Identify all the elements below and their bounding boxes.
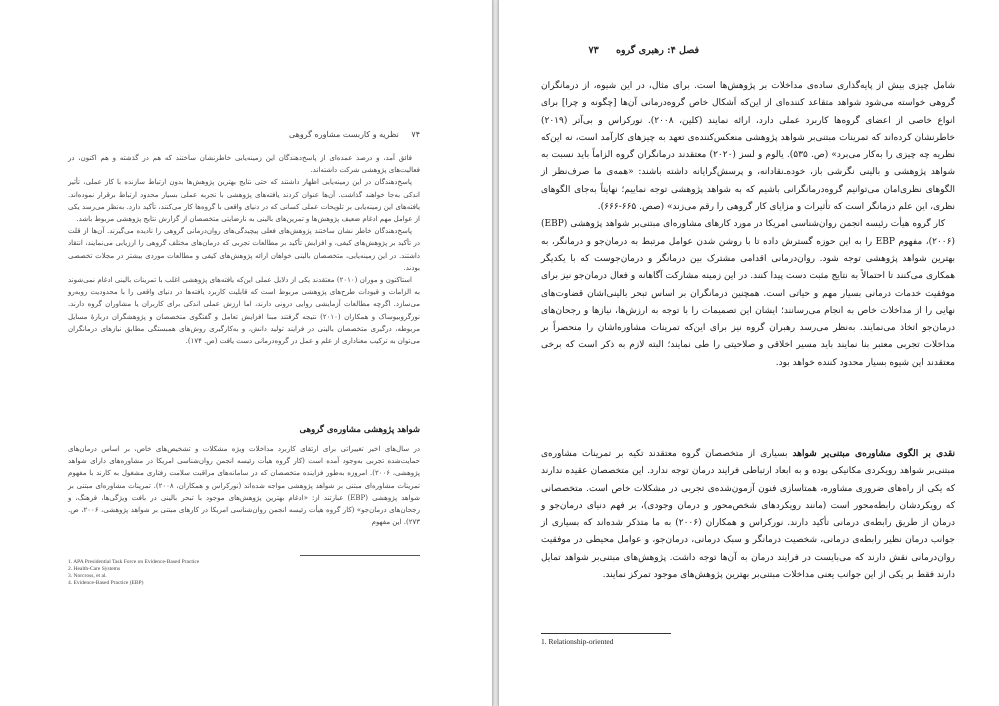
running-title: فصل ۴: رهبری گروه — [616, 45, 699, 56]
paragraph: استاکتون و موران (۲۰۱۰) معتقدند یکی از دلایل عملی این‌که یافته‌های پژوهشی اغلب با تمرینات بالینی ادغام نمی‌شوند به الزامات و قیودات طرح‌های پژوهشی مربوط است که قابلیت کاربرد یافته‌ها در دنیای واقعی را با محدودیت روبه‌رو می‌سازد. اگرچه مطالعات آزمایشی روایی درونی دارند، اما ارزش عملی اندکی برای کاربران یا مشاوران گروه دارند. نورگروبیوساک و همکاران (۲۰۱۰) نتیجه گرفتند مبنا افزایش تعامل و گفتگوی متخصصان و پژوهشگران دربارهٔ مسایل مربوطه، درگیری متخصصان بالینی در فرایند تولید دانش، و به‌کارگیری روش‌های همبستگی مطابق نیازهای درمانگران می‌توان به ترکیب معناداری از علم و عمل در گروه‌درمانی دست یافت (ص. ۱۷۴). — [68, 276, 420, 346]
page-number: ۷۳ — [588, 45, 599, 56]
paragraph: پاسخ‌دهندگان خاطر نشان ساختند پژوهش‌های فعلی پیچیدگی‌های روان‌درمانی گروهی را نادیده می‌گیرند. آن‌ها از قلت در تأکید بر پژوهش‌های کیفی، و افزایش تأکید بر مطالعات تجربی که درمان‌های مختلف گروهی را ارزیابی می‌نمایند، انتقاد داشتند. در این زمینه‌یابی، متخصصان بالینی خواهان ارائه پژوهش‌های کیفی و مطالعات موردی بیشتر در مجلات تخصصی بودند. — [68, 227, 420, 272]
footnote: 2. Health-Care Systems — [68, 566, 121, 572]
footnote-rule — [300, 555, 420, 556]
section-heading: نقدی بر الگوی مشاوره‌ی مبتنی‌بر شواهد — [792, 449, 955, 459]
section-text: بسیاری از متخصصان گروه معتقدند تکیه بر تمرینات مشاوره‌ی مبتنی‌بر شواهد رویکردی مکانیکی بوده و به ابعاد ارتباطی فرایند درمان توجه ندارد. این متخصصان عقیده ندارند که یکی از راه‌های ضروری مشاوره، همتاسازی فنون آزمون‌شده‌ی تجربی در مشکلات خاص است. متخصصانی که رویکردشان رابطه‌محور است (مانند رویکردهای شخص‌محور و درمان وجودی)، بر فهم دنیای درمان‌جو و درمان از طریق رابطه‌ی درمانی تأکید دارند. نورکراس و همکاران (۲۰۰۶) به ما متذکر شده‌اند که بسیاری از جوانب درمان نظیر رابطه‌ی درمانی، شخصیت درمانگر و سبک درمانی، درمان‌جو، و عوامل محیطی در موفقیت روان‌درمانی نقش دارند که می‌بایست در فرایند درمان به آن‌ها توجه داشت. پژوهش‌های مبتنی‌بر شواهد تمایل دارند فقط بر یکی از این جوانب یعنی مداخلات مبتنی‌بر بهترین پژوهش‌های موجود تمرکز نمایند. — [541, 449, 955, 581]
paragraph: پاسخ‌دهندگان در این زمینه‌یابی اظهار داشتند که حتی نتایج بهترین پژوهش‌ها بدون ارتباط سازنده با کار عملی، تأثیر اندکی به‌جا خواهند گذاشت. آن‌ها عنوان کردند یافته‌های پژوهشی با تجربه عملی بسیار محدود ارتباط برقرار نموده‌اند. یافته‌های این زمینه‌یابی بر تلویحات عملی کسانی که در دنیای واقعی با گروه‌ها کار می‌کنند، تأکید دارد. به‌نظر می‌رسد یکی از عوامل مهم ادغام ضعیف پژوهش‌ها و تمرین‌های بالینی به نارضایتی متخصصان از گزارش نتایج پژوهشی مربوط باشد. — [68, 178, 420, 224]
paragraph: شامل چیزی بیش از پایه‌گذاری ساده‌ی مداخلات بر پژوهش‌ها است. برای مثال، در این شیوه، از درمانگران گروهی خواسته می‌شود شواهد متقاعد کننده‌ای از این‌که اَشکال خاص گروه‌درمانی آن‌ها [چگونه و چرا] برای انواع خاصی از اعضای گروه‌ها کاربرد عملی دارد، ارائه نمایند (کلین، ۲۰۰۸). نورکراس و بی‌آتر (۲۰۱۹) خاطرنشان کرده‌اند که تمرینات مبتنی‌بر شواهد پژوهشی منعکس‌کننده‌ی تعهد به چیزهای کارآمد است، نه این‌که نظریه چه چیزی را به‌کار می‌برد» (ص. ۵۳۵). یالوم و لسز (۲۰۲۰) معتقدند درمانگران گروه الزاماً باید نسبت به شواهد پژوهشی و بالینی نگرشی باز، خوده‌ـ‌نقادانه، و پرسش‌گرایانه داشته باشند: «همه‌ی ما صرف‌نظر از الگوهای نظری‌امان می‌توانیم گروه‌درمانگرانی باشیم که به شواهد پژوهشی توجه نماییم؛ نهایتاً به‌جای الگوهای نظری، این علم درمانگر است که تأثیرات و مزایای کار گروهی را رقم می‌زند» (صص. ۶۶۵-۶۶۶). — [541, 81, 956, 213]
body-text — [541, 78, 955, 372]
footnotes — [68, 559, 420, 587]
page-number: ۷۴ — [411, 130, 420, 139]
page-header — [539, 45, 699, 56]
left-page — [0, 0, 493, 706]
footnote: 1. APA Presidential Task Force on Evidence-Based Practice — [68, 559, 200, 565]
running-title: نظریه و کاربست مشاوره گروهی — [289, 130, 399, 139]
section-paragraph — [541, 446, 955, 584]
footnote: 1. Relationship-oriented — [541, 637, 614, 646]
right-page — [498, 0, 999, 706]
section-paragraph: در سال‌های اخیر تغییراتی برای ارتقای کاربرد مداخلات ویژه مشکلات و تشخیص‌های خاص، بر اساس درمان‌های حمایت‌شده تجربی به‌وجود آمده است (کار گروه هیأت رئیسه انجمن روان‌شناسی امریکا در مشاوره‌های دارای شواهد پژوهشی، ۲۰۰۶). امروزه به‌طور فزاینده متخصصان که در سامانه‌های مراقبت سلامت رفتاری مشغول به کارند با مفهوم تمرینات مشاوره‌ای مبتنی بر شواهد پژوهشی مواجه شده‌اند (نورکراس و همکاران، ۲۰۰۸). تمرینات مشاوره‌ای مبتنی بر شواهد پژوهشی (EBP) عبارتند از: «ادغام بهترین پژوهش‌های موجود با تبحر بالینی در بافت ویژگی‌ها، فرهنگ، و رجحان‌های درمان‌جو» (کار گروه هیأت رئیسه انجمن روان‌شناسی امریکا در کارهای مبتنی بر شواهد پژوهشی، ۲۰۰۶، ص. ۲۷۳). این مفهوم — [68, 445, 420, 527]
body-text — [68, 152, 420, 347]
footnote: 3. Norcross, et al. — [68, 573, 107, 579]
section-heading: شواهد پژوهشی مشاوره‌ی گروهی — [299, 425, 420, 435]
footnote-rule — [541, 633, 671, 634]
page-header — [210, 130, 420, 139]
paragraph: کار گروه هیأت رئیسه انجمن روان‌شناسی امریکا در مورد کارهای مشاوره‌ای مبتنی‌بر شواهد پژوهشی (EBP) (۲۰۰۶)، مفهوم EBP را به این حوزه گسترش داده تا با روشن شدن عوامل مرتبط به درمان‌جو و درمانگر، به بهترین شواهد پژوهشی توجه شود. روان‌درمانی اقدامی مشترک بین درمانگر و درمان‌جوست که با یکدیگر همکاری می‌کنند تا احتمالاً به نتایج مثبت دست پیدا کنند. در این زمینه مشارکت آگاهانه و فعال درمان‌جو نیز برای موفقیت خدمات درمانی بسیار مهم و حیاتی است. همچنین درمانگران بر اساس تبحر بالینی‌اشان قضاوت‌های نهایی را از مداخلات خاص به انجام می‌رسانند؛ ایشان این تصمیمات را با توجه به ارزش‌ها، نیازها و رجحان‌های درمان‌جو اتخاذ می‌نمایند. به‌نظر می‌رسد رهبران گروه نیز برای این‌که تمرینات مشاوره‌اشان را منحصراً بر مداخلات تجربی معتبر بنا نمایند باید مسیر اخلاقی و صلاحیتی را طی نمایند؛ البته لازم به ذکر است که برخی معتقدند این شیوه بسیار محدود کننده خواهد بود. — [541, 219, 955, 368]
paragraph: فائق آمد، و درصد عمده‌ای از پاسخ‌دهندگان این زمینه‌یابی خاطرنشان ساختند که هم در گذشته و هم اکنون، در فعالیت‌های پژوهشی شرکت داشته‌اند. — [68, 154, 420, 175]
footnote: 4. Evidence-Based Practice (EBP) — [68, 580, 144, 586]
